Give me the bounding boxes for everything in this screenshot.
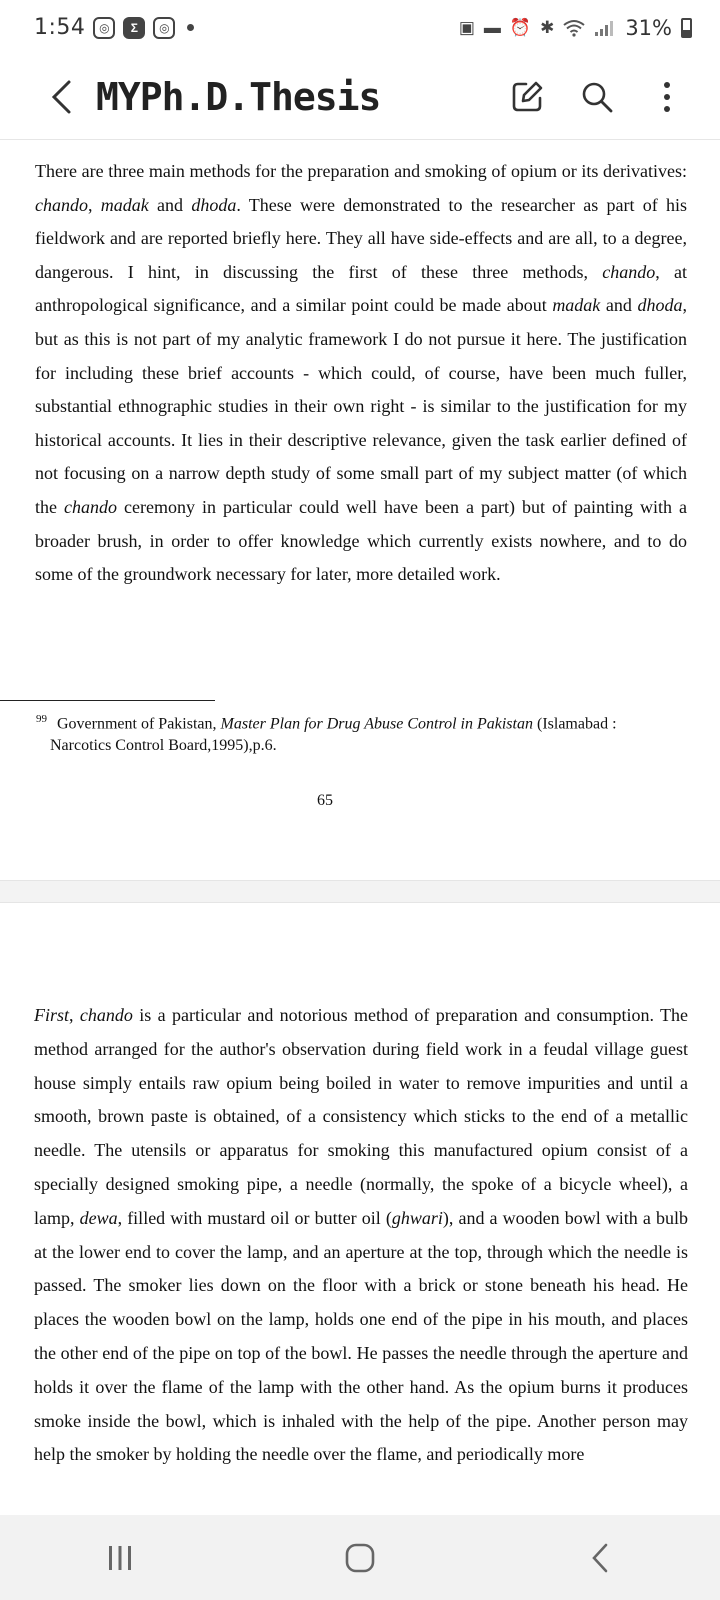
chevron-left-icon (49, 79, 73, 115)
footnote-text-line2: Narcotics Control Board,1995),p.6. (50, 737, 277, 755)
status-bar (0, 0, 720, 55)
battery-icon (681, 18, 692, 38)
system-navigation-bar (0, 1515, 720, 1600)
home-icon (344, 1542, 376, 1574)
status-right (459, 16, 692, 40)
clapperboard-icon: ▬ (483, 18, 501, 37)
home-button[interactable] (320, 1528, 400, 1588)
document-page-66[interactable] (0, 903, 720, 1515)
bluetooth-icon: ✱ (540, 18, 555, 37)
screenshot-icon: ▣ (458, 18, 475, 37)
body-paragraph: First, chando is a particular and notorious method of preparation and consumption. The method arranged for the author's observation during field work in a feudal village guest house simply entails raw opium being boiled in water to remove impurities and until a smooth, brown paste is obtained, of a consistency which sticks to the end of a metallic needle. The utensils or apparatus for smoking this manufactured opium consist of a specially designed smoking pipe, a needle (normally, the spoke of a bicycle wheel), a lamp, dewa, filled with mustard oil or butter oil (ghwari), and a wooden bowl with a bulb at the lower end to cover the lamp, and an aperture at the top, through which the needle is passed. The smoker lies down on the floor with a brick or stone beneath his head. He places the wooden bowl on the lamp, holds one end of the pipe in his mouth, and places the other end of the pipe on top of the bowl. He passes the needle through the aperture and holds it over the flame of the lamp with the other hand. As the opium burns it produces smoke inside the bowl, which is inhaled with the help of the pipe. Another person may help the smoker by holding the needle over the flame, and periodically more (34, 1005, 688, 1465)
document-page-65[interactable] (0, 140, 720, 880)
body-paragraph: There are three main methods for the preparation and smoking of opium or its derivatives: chando, madak and dhoda. These were demonstrated to the researcher as part of his fieldwork and are reported briefly here. They all have side-effects and are all, to a degree, dangerous. I hint, in discussing the first of these three methods, chando, at anthropological significance, and a similar point could be made about madak and dhoda, but as this is not part of my analytic framework I do not pursue it here. The justification for including these brief accounts - which could, of course, have been much fuller, substantial ethnographic studies in their own right - is similar to the justification for my historical accounts. It lies in their descriptive relevance, given the task earlier defined of not focusing on a narrow depth study of some small part of my subject matter (of which the chando ceremony in particular could well have been a part) but of painting with a broader brush, in order to offer knowledge which currently exists nowhere, and to do some of the groundwork necessary for later, more detailed work. (35, 161, 688, 585)
search-icon (580, 80, 614, 114)
notification-dot-icon (187, 24, 194, 31)
edit-icon (510, 80, 544, 114)
search-button[interactable] (572, 72, 622, 122)
page-number: 65 (317, 792, 333, 809)
footnote (36, 708, 688, 757)
recent-apps-icon (105, 1543, 135, 1573)
footnote-number: 99 (36, 713, 47, 725)
status-left (34, 15, 194, 40)
edit-button[interactable] (502, 72, 552, 122)
page-title: MYPh.D.Thesis (96, 75, 381, 119)
battery-percent: 31% (625, 15, 672, 40)
status-time: 1:54 (34, 15, 86, 40)
alarm-icon: ⏰ (509, 18, 532, 37)
footnote-text: Government of Pakistan, Master Plan for Drug Abuse Control in Pakistan (Islamabad : (57, 715, 617, 733)
signal-icon (594, 19, 616, 37)
instagram-icon: ◎ (93, 17, 115, 39)
page-separator (0, 880, 720, 903)
app-actions (502, 72, 692, 122)
sigma-app-icon: Σ (123, 17, 145, 39)
back-nav-button[interactable] (560, 1528, 640, 1588)
more-options-icon (662, 80, 672, 114)
wifi-icon (563, 19, 585, 37)
back-icon (590, 1542, 610, 1574)
back-button[interactable] (36, 72, 86, 122)
footnote-divider (0, 700, 215, 701)
recent-apps-button[interactable] (80, 1528, 160, 1588)
app-bar (0, 55, 720, 140)
instagram-icon: ◎ (153, 17, 175, 39)
more-options-button[interactable] (642, 72, 692, 122)
